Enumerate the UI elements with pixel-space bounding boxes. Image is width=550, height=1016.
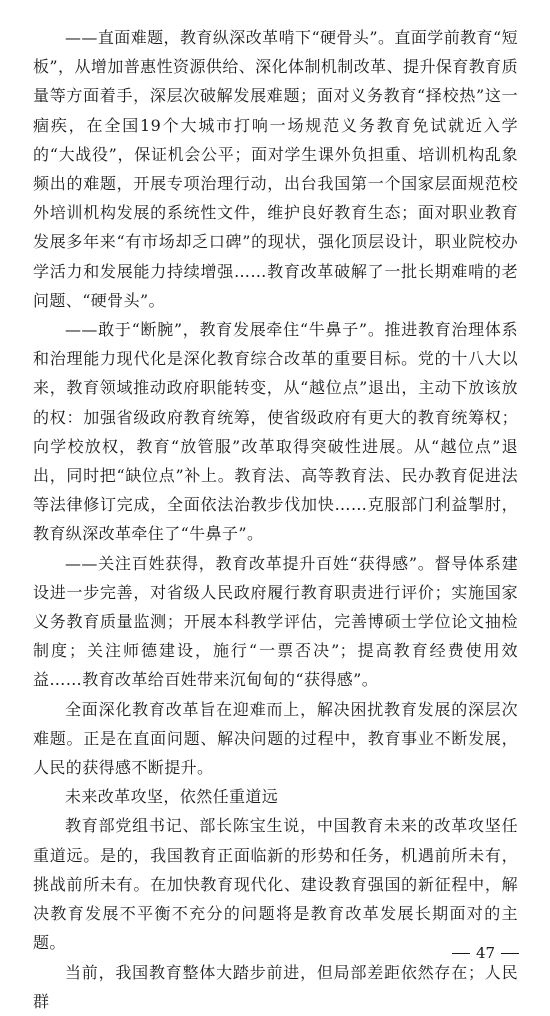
- paragraph-public-gains: ——关注百姓获得，教育改革提升百姓“获得感”。督导体系建设进一步完善，对省级人民政府履行教育职责进行评价；实施国家义务教育质量监测；开展本科教学评估，完善博硕士学位论文抽检制度；关注师德建设，施行“一票否决”；提高教育经费使用效益……教育改革给百姓带来沉甸甸的“获得感”。: [33, 553, 518, 690]
- page-footer: [452, 943, 519, 963]
- paragraph-governance-reform: ——敢于“断腕”，教育发展牵住“牛鼻子”。推进教育治理体系和治理能力现代化是深化教育综合改革的重要目标。党的十八大以来，教育领域推动政府职能转变，从“越位点”退出，主动下放该放的权：加强省级政府教育统筹，使省级政府有更大的教育统筹权；向学校放权，教育“放管服”改革取得突破性进展。从“越位点”退出，同时把“缺位点”补上。教育法、高等教育法、民办教育促进法等法律修订完成，全面依法治教步伐加快……克服部门利益掣肘，教育纵深改革牵住了“牛鼻子”。: [33, 320, 518, 544]
- footer-dash-left: [452, 953, 470, 954]
- footer-dash-right: [501, 953, 519, 954]
- page-number: 47: [476, 944, 496, 962]
- page-body: [33, 23, 518, 1016]
- paragraph-current-situation: 当前，我国教育整体大踏步前进，但局部差距依然存在；人民群: [33, 962, 518, 1011]
- section-heading: 未来改革攻坚，依然任重道远: [65, 787, 279, 807]
- paragraph-minister-statement: 教育部党组书记、部长陈宝生说，中国教育未来的改革攻坚任重道远。是的，我国教育正面临新的形势和任务，机遇前所未有，挑战前所未有。在加快教育现代化、建设教育强国的新征程中，解决教育发展不平衡不充分的问题将是教育改革发展长期面对的主题。: [33, 816, 518, 953]
- paragraph-tackling-difficulties: ——直面难题，教育纵深改革啃下“硬骨头”。直面学前教育“短板”，从增加普惠性资源供给、深化体制机制改革、提升保育教育质量等方面着手，深层次破解发展难题；面对义务教育“择校热”这一痼疾，在全国19个大城市打响一场规范义务教育免试就近入学的“大战役”，保证机会公平；面对学生课外负担重、培训机构乱象频出的难题，开展专项治理行动，出台我国第一个国家层面规范校外培训机构发展的系统性文件，维护良好教育生态；面对职业教育发展多年来“有市场却乏口碑”的现状，强化顶层设计，职业院校办学活力和发展能力持续增强……教育改革破解了一批长期难啃的老问题、“硬骨头”。: [33, 28, 518, 310]
- paragraph-summary: 全面深化教育改革旨在迎难而上，解决困扰教育发展的深层次难题。正是在直面问题、解决问题的过程中，教育事业不断发展，人民的获得感不断提升。: [33, 699, 518, 778]
